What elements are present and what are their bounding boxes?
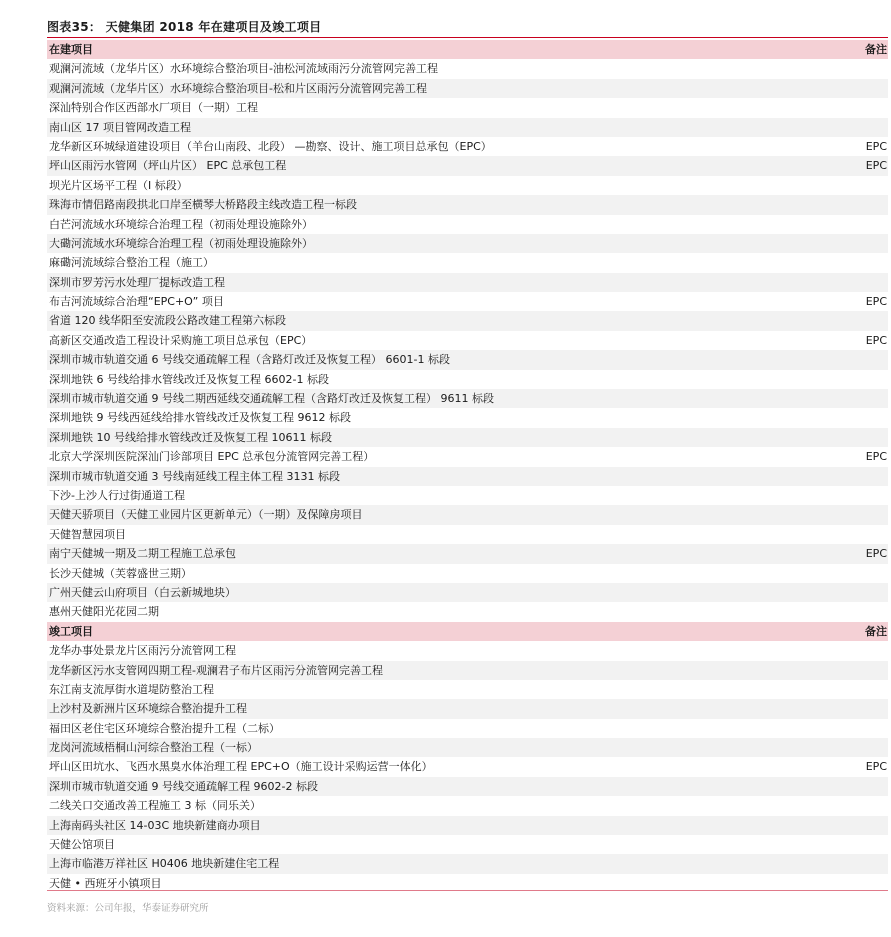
table-row [47, 854, 888, 873]
table-row [47, 486, 888, 505]
project-name: 深汕特别合作区西部水厂项目（一期）工程 [49, 101, 258, 115]
table-row [47, 408, 888, 427]
table-row [47, 505, 888, 524]
project-name: 大磡河流域水环境综合治理工程（初雨处理设施除外） [49, 236, 313, 250]
project-name: 天健公馆项目 [49, 838, 115, 852]
project-name: 麻磡河流域综合整治工程（施工） [49, 256, 214, 270]
project-note: EPC [865, 333, 887, 347]
project-name: 东江南支流厚街水道堤防整治工程 [49, 682, 214, 696]
table-row [47, 234, 888, 253]
section-title: 在建项目 [49, 43, 93, 56]
project-name: 省道 120 线华阳至安流段公路改建工程第六标段 [49, 314, 286, 328]
project-name: 观澜河流域（龙华片区）水环境综合整治项目-油松河流域雨污分流管网完善工程 [49, 62, 438, 76]
project-name: 深圳市罗芳污水处理厂提标改造工程 [49, 275, 225, 289]
project-name: 深圳市城市轨道交通 3 号线南延线工程主体工程 3131 标段 [49, 469, 340, 483]
project-name: 布吉河流域综合治理“EPC+O” 项目 [49, 295, 224, 309]
project-name: 白芒河流域水环境综合治理工程（初雨处理设施除外） [49, 217, 313, 231]
note-column-header: 备注 [865, 624, 887, 638]
table-row [47, 544, 888, 563]
table-row [47, 564, 888, 583]
table-row [47, 467, 888, 486]
project-note: EPC [865, 295, 887, 309]
table-row [47, 757, 888, 776]
project-note: EPC [865, 547, 887, 561]
table-row [47, 350, 888, 369]
table-row [47, 796, 888, 815]
table-row [47, 525, 888, 544]
project-name: 龙华办事处景龙片区雨污分流管网工程 [49, 644, 236, 658]
project-name: 南宁天健城一期及二期工程施工总承包 [49, 547, 236, 561]
project-table [47, 40, 888, 893]
project-note: EPC [865, 139, 887, 153]
table-row [47, 331, 888, 350]
section-header [47, 40, 888, 59]
project-name: 坝光片区场平工程（I 标段） [49, 178, 188, 192]
table-row [47, 661, 888, 680]
table-row [47, 98, 888, 117]
project-name: 天健智慧园项目 [49, 527, 126, 541]
section-header [47, 622, 888, 641]
project-name: 坪山区雨污水管网（坪山片区） EPC 总承包工程 [49, 159, 287, 173]
table-row [47, 428, 888, 447]
project-name: 观澜河流域（龙华片区）水环境综合整治项目-松和片区雨污分流管网完善工程 [49, 81, 427, 95]
section-title: 竣工项目 [49, 624, 93, 638]
project-name: 福田区老住宅区环境综合整治提升工程（二标） [49, 721, 280, 735]
table-row [47, 195, 888, 214]
table-row [47, 602, 888, 621]
project-name: 深圳市城市轨道交通 9 号线交通疏解工程 9602-2 标段 [49, 779, 318, 793]
project-name: 龙岗河流域梧桐山河综合整治工程（一标） [49, 741, 258, 755]
table-row [47, 370, 888, 389]
project-name: 高新区交通改造工程设计采购施工项目总承包（EPC） [49, 333, 313, 347]
project-note: EPC [865, 450, 887, 464]
table-row [47, 680, 888, 699]
project-name: 二线关口交通改善工程施工 3 标（同乐关） [49, 799, 261, 813]
table-row [47, 59, 888, 78]
project-name: 上海市临港万祥社区 H0406 地块新建住宅工程 [49, 857, 280, 871]
project-name: 深圳地铁 9 号线西延线给排水管线改迁及恢复工程 9612 标段 [49, 411, 351, 425]
project-name: 广州天健云山府项目（白云新城地块） [49, 585, 236, 599]
table-row [47, 215, 888, 234]
table-row [47, 311, 888, 330]
table-row [47, 583, 888, 602]
table-row [47, 719, 888, 738]
table-row [47, 738, 888, 757]
table-bottom-divider [47, 890, 888, 891]
project-name: 长沙天健城（芙蓉盛世三期） [49, 566, 192, 580]
project-name: 天健 • 西班牙小镇项目 [49, 876, 162, 890]
note-column-header: 备注 [865, 43, 887, 56]
project-name: 上沙村及新洲片区环境综合整治提升工程 [49, 702, 247, 716]
table-row [47, 273, 888, 292]
table-row [47, 156, 888, 175]
project-name: 坪山区田坑水、飞西水黑臭水体治理工程 EPC+O（施工设计采购运营一体化） [49, 760, 433, 774]
table-row [47, 816, 888, 835]
project-name: 惠州天健阳光花园二期 [49, 605, 159, 619]
table-row [47, 118, 888, 137]
table-row [47, 389, 888, 408]
project-name: 南山区 17 项目管网改造工程 [49, 120, 191, 134]
table-row [47, 253, 888, 272]
project-name: 北京大学深圳医院深汕门诊部项目 EPC 总承包分流管网完善工程） [49, 450, 375, 464]
project-note: EPC [865, 159, 887, 173]
table-row [47, 447, 888, 466]
project-name: 深圳市城市轨道交通 6 号线交通疏解工程（含路灯改迁及恢复工程） 6601-1 标段 [49, 353, 450, 367]
table-row [47, 137, 888, 156]
table-row [47, 777, 888, 796]
table-row [47, 176, 888, 195]
figure-title: 图表35： 天健集团 2018 年在建项目及竣工项目 [47, 20, 322, 34]
project-name: 天健天骄项目（天健工业园片区更新单元）（一期）及保障房项目 [49, 508, 363, 522]
table-row [47, 641, 888, 660]
project-name: 上海南码头社区 14-03C 地块新建商办项目 [49, 818, 261, 832]
project-name: 深圳地铁 10 号线给排水管线改迁及恢复工程 10611 标段 [49, 430, 332, 444]
title-divider [47, 37, 888, 38]
table-row [47, 835, 888, 854]
project-name: 龙华新区污水支管网四期工程-观澜君子布片区雨污分流管网完善工程 [49, 663, 383, 677]
table-row [47, 292, 888, 311]
source-note: 资料来源：公司年报，华泰证券研究所 [47, 903, 209, 914]
table-row [47, 699, 888, 718]
project-name: 珠海市情侣路南段拱北口岸至横琴大桥路段主线改造工程一标段 [49, 198, 357, 212]
project-name: 深圳市城市轨道交通 9 号线二期西延线交通疏解工程（含路灯改迁及恢复工程） 9611 标段 [49, 392, 494, 406]
project-name: 下沙-上沙人行过街通道工程 [49, 488, 185, 502]
project-name: 龙华新区环城绿道建设项目（羊台山南段、北段） —勘察、设计、施工项目总承包（EPC） [49, 139, 492, 153]
table-row [47, 79, 888, 98]
project-name: 深圳地铁 6 号线给排水管线改迁及恢复工程 6602-1 标段 [49, 372, 329, 386]
project-note: EPC [865, 760, 887, 774]
